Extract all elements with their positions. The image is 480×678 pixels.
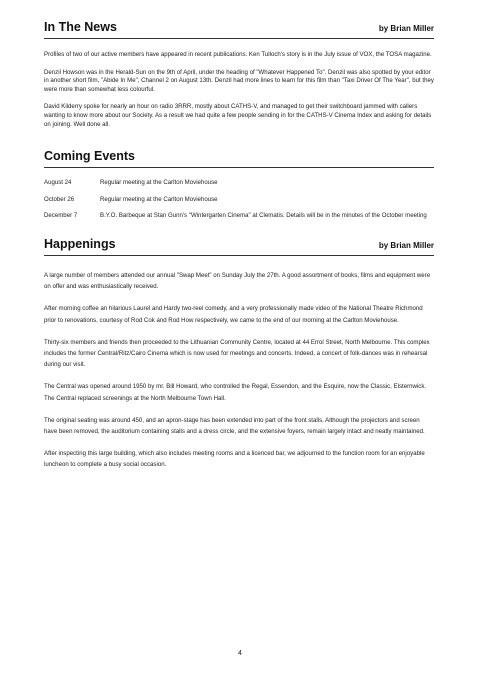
section-header bbox=[44, 20, 434, 34]
events-list bbox=[44, 179, 434, 221]
event-row bbox=[44, 196, 434, 205]
event-date: October 26 bbox=[44, 195, 75, 203]
byline: by Brian Miller bbox=[378, 240, 434, 250]
event-description: Regular meeting at the Carlton Moviehouse bbox=[100, 179, 218, 187]
divider bbox=[44, 167, 434, 168]
in-the-news-section bbox=[44, 20, 434, 129]
paragraph: After inspecting this large building, which also includes meeting rooms and a licenced bar, we adjourned to the function room for an enjoyable luncheon to complete a busy social occasion. bbox=[44, 450, 425, 469]
section-title: Happenings bbox=[44, 236, 116, 251]
event-description: B.Y.O. Barbeque at Stan Gunn's "Wintergarten Cinema" at Clematis. Details will be in the minutes of the October meeting bbox=[100, 212, 427, 220]
paragraph: After morning coffee an hilarious Laurel and Hardy two-reel comedy, and a very professionally made video of the National Theatre Richmond prior to renovations, courtesy of Rod Cok and Rod How respectively, we came to the end of our morning at the Carlton Moviehouse. bbox=[44, 305, 423, 324]
section-header bbox=[44, 237, 434, 251]
divider bbox=[44, 255, 434, 256]
paragraph: David Kilderry spoke for nearly an hour on radio 3RRR, mostly about CATHS-V, and managed to get their switchboard jammed with callers wanting to know more about our Society. As a result we had quite a few people sending in for the CATHS-V Cinema Index and asking for details on joining. Well done all. bbox=[44, 103, 432, 128]
paragraph: Denzil Howson was in the Herald-Sun on the 9th of April, under the heading of "Whatever Happened To". Denzil was also spotted by your editor in another short film, "Abide In Me", Channel 2 on August 13th. Denzil had more lines to learn for this film than "Taxi Driver Of The Year", but they were more than somewhat less colourful. bbox=[44, 68, 434, 93]
event-description: Regular meeting at the Carlton Moviehouse bbox=[100, 195, 218, 203]
happenings-section bbox=[44, 237, 434, 471]
paragraph: The original seating was around 450, and an apron-stage has been extended into part of the front stalls. Although the projectors and screen have been removed, the auditorium containing stalls and a dress circle, and the extensive foyers, remain largely intact and neatly maintained. bbox=[44, 416, 425, 435]
newsletter-page bbox=[44, 20, 434, 482]
event-row bbox=[44, 212, 434, 221]
section-title: In The News bbox=[44, 20, 117, 34]
paragraph: A large number of members attended our annual "Swap Meet" on Sunday July the 27th. A good assortment of books, films and equipment were on offer and was enthusiastically received. bbox=[44, 271, 431, 291]
coming-events-section bbox=[44, 149, 434, 221]
byline: by Brian Miller bbox=[378, 24, 434, 33]
section-header bbox=[44, 149, 434, 163]
event-row bbox=[44, 179, 434, 188]
paragraph: The Central was opened around 1950 by mr. Bill Howard, who controlled the Regal, Essendon, and the Esquire, now the Classic, Elsternwick. The Central replaced screenings at the North Melbourne Town Hall. bbox=[44, 383, 427, 402]
section-title: Coming Events bbox=[44, 149, 135, 164]
paragraph: Thirty-six members and friends then proceeded to the Lithuanian Community Centre, located at 44 Errol Street, North Melbourne. This complex includes the former Central/Ritz/Cairo Cinema which is now used for meetings and concerts. Indeed, a concert of folk-dances was in rehearsal during our visit. bbox=[44, 338, 430, 369]
page-number: 4 bbox=[238, 650, 242, 657]
divider bbox=[44, 38, 434, 39]
event-date: December 7 bbox=[44, 212, 78, 220]
paragraph: Profiles of two of our active members have appeared in recent publications. Ken Tulloch's story is in the July issue of VOX, the TOSA magazine. bbox=[44, 51, 432, 58]
event-date: August 24 bbox=[44, 179, 72, 187]
